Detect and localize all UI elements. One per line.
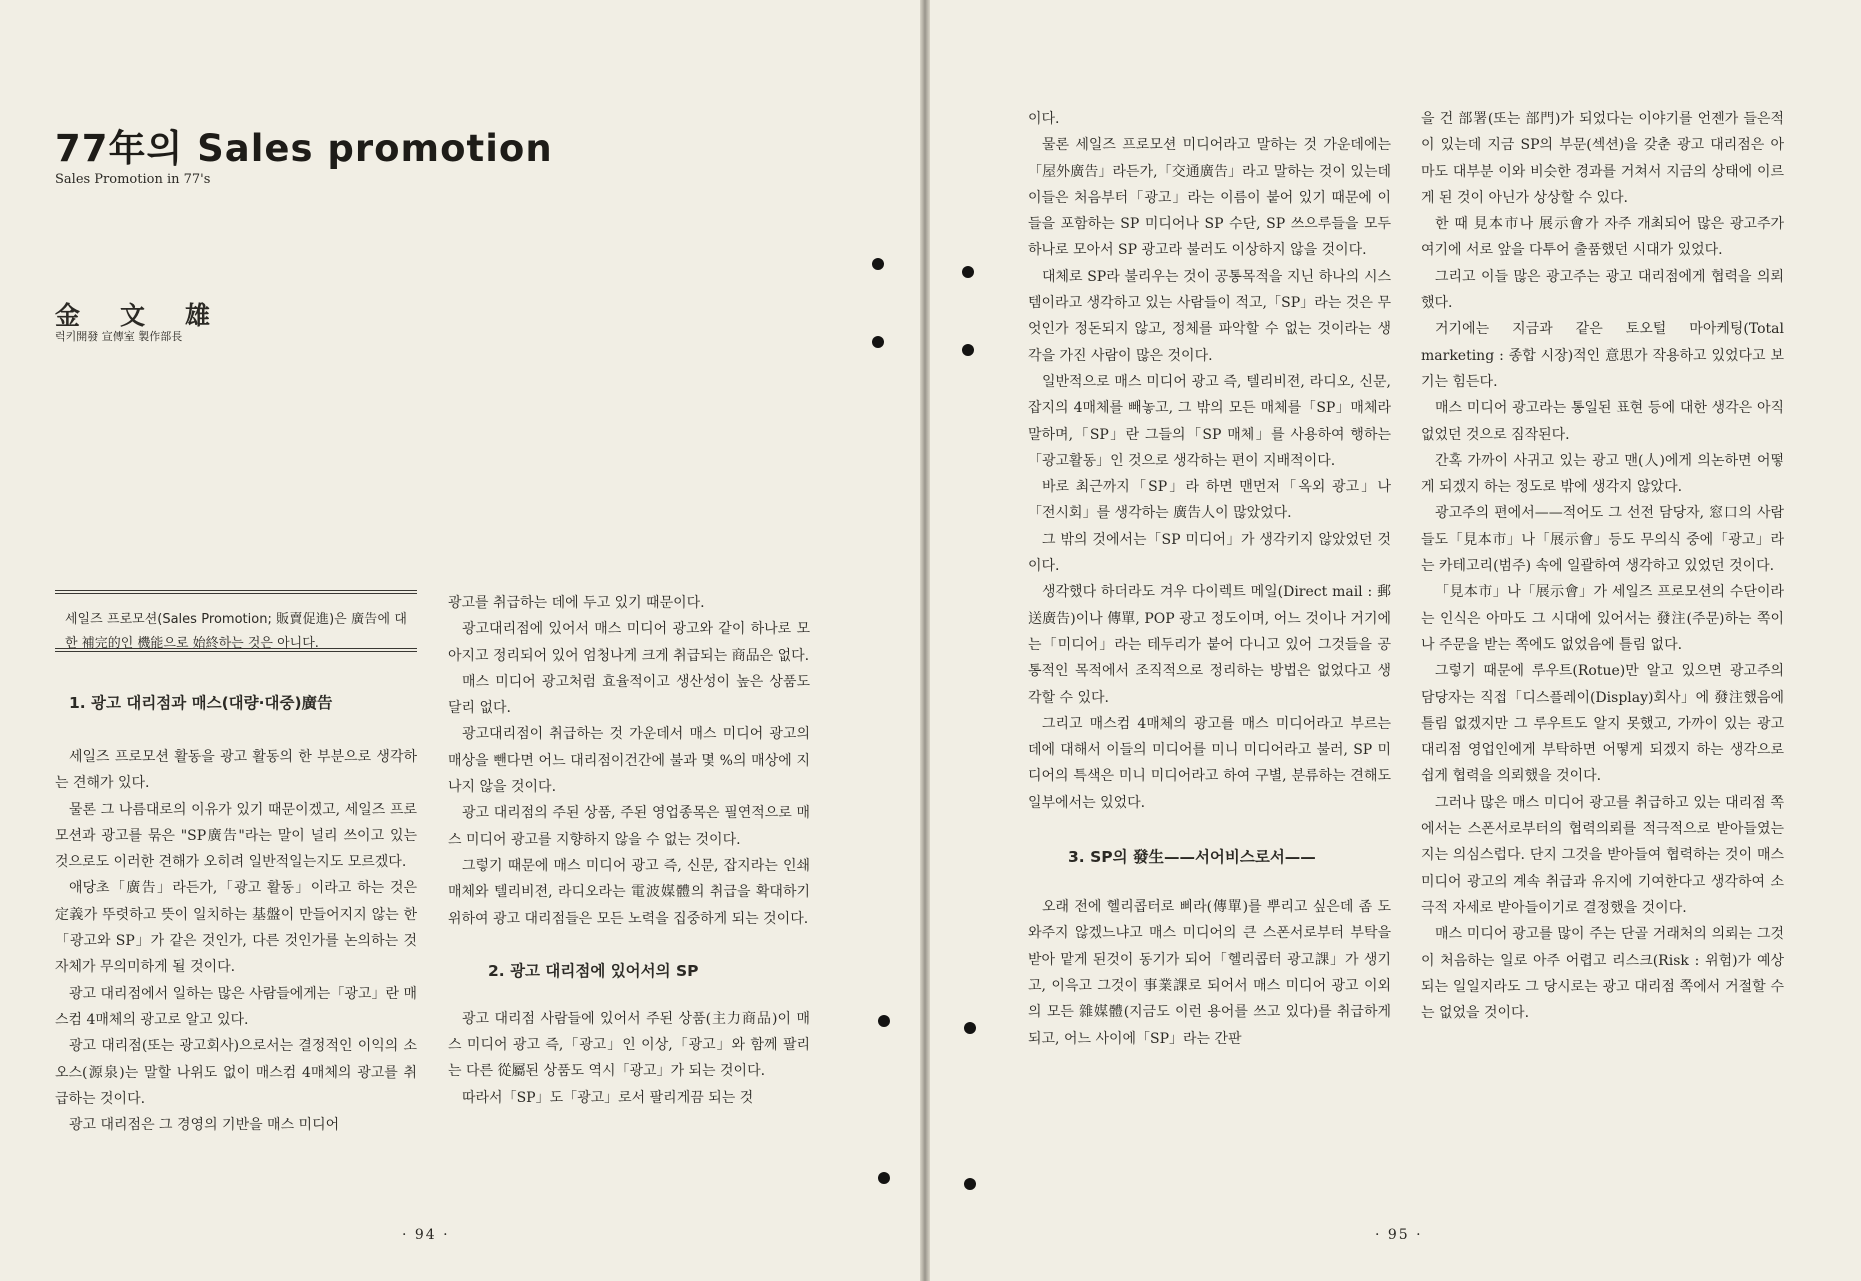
left-column-1 [55, 690, 417, 1138]
paragraph: 광고 대리점의 주된 상품, 주된 영업종목은 필연적으로 매스 미디어 광고를 지향하지 않을 수 없는 것이다. [448, 805, 810, 848]
paragraph: 한 때 見本市나 展示會가 자주 개최되어 많은 광고주가 여기에 서로 앞을 다투어 출품했던 시대가 있었다. [1421, 216, 1784, 259]
paragraph: 그러나 많은 매스 미디어 광고를 취급하고 있는 대리점 쪽에서는 스폰서로부터의 협력의뢰를 적극적으로 받아들였는지는 의심스럽다. 단지 그것을 받아들여 협력하는 것이 매스 미디어 광고의 계속 취급과 유지에 기여한다고 생각하여 소극적 자세로 받아들이기로 결정했을 것이다. [1421, 794, 1784, 916]
book-gutter [920, 0, 930, 1281]
left-page [0, 0, 920, 1281]
author-name: 金文雄 [55, 301, 251, 330]
paragraph: 이다. [1028, 111, 1060, 127]
section-2-heading: 2. 광고 대리점에 있어서의 SP [488, 961, 699, 980]
binding-hole [964, 1022, 976, 1034]
paragraph: 간혹 가까이 사귀고 있는 광고 맨(人)에게 의논하면 어떻게 되겠지 하는 정도로 밖에 생각지 않았다. [1421, 452, 1784, 496]
binding-hole [872, 258, 884, 270]
paragraph: 세일즈 프로모션 활동을 광고 활동의 한 부분으로 생각하는 견해가 있다. [55, 749, 417, 792]
paragraph: 매스 미디어 광고라는 통일된 표현 등에 대한 생각은 아직 없었던 것으로 짐작된다. [1421, 400, 1784, 443]
paragraph: 그렇기 때문에 매스 미디어 광고 즉, 신문, 잡지라는 인쇄 매체와 텔리비젼, 라디오라는 電波媒體의 취급을 확대하기 위하여 광고 대리점들은 모든 노력을 집중하게 되는 것이다. [448, 857, 810, 927]
page-number-left: · 94 · [402, 1227, 450, 1243]
paragraph: 생각했다 하더라도 겨우 다이렉트 메일(Direct mail : 郵送廣告)이나 傳單, POP 광고 정도이며, 어느 것이나 거기에는「미디어」라는 테두리가 붙어 다니고 있어 그것들을 공통적인 목적에서 조직적으로 정리하는 방법은 없었다고 생각할 수 있다. [1028, 584, 1391, 706]
paragraph: 광고 대리점(또는 광고회사)으로서는 결정적인 이익의 소오스(源泉)는 말할 나위도 없이 매스컴 4매체의 광고를 취급하는 것이다. [55, 1038, 417, 1107]
paragraph: 을 건 部署(또는 部門)가 되었다는 이야기를 언젠가 들은적이 있는데 지금 SP의 부문(섹션)을 갖춘 광고 대리점은 아마도 대부분 이와 비슷한 경과를 거쳐서 지금의 상태에 이르게 된 것이 아닌가 상상할 수 있다. [1421, 111, 1784, 206]
paragraph: 그리고 매스컴 4매체의 광고를 매스 미디어라고 부르는 데에 대해서 이들의 미디어를 미니 미디어라고 불러, SP 미디어의 특색은 미니 미디어라고 하여 구별, 분류하는 견해도 일부에서는 있었다. [1028, 715, 1391, 811]
author-affiliation: 럭키開發 宣傳室 製作部長 [55, 330, 183, 343]
right-column-2 [1421, 106, 1784, 1026]
paragraph: 「見本市」나「展示會」가 세일즈 프로모션의 수단이라는 인식은 아마도 그 시대에 있어서는 發注(주문)하는 쪽이나 주문을 받는 쪽에도 없었음에 틀림 없다. [1421, 584, 1784, 653]
paragraph: 대체로 SP라 불리우는 것이 공통목적을 지닌 하나의 시스템이라고 생각하고 있는 사람들이 적고,「SP」라는 것은 무엇인가 정돈되지 않고, 정체를 파악할 수 없는 것이라는 생각을 가진 사람이 많은 것이다. [1028, 268, 1391, 364]
paragraph: 따라서「SP」도「광고」로서 팔리게끔 되는 것 [462, 1089, 754, 1106]
section-1-heading: 1. 광고 대리점과 매스(대량·대중)廣告 [68, 694, 333, 712]
binding-hole [878, 1015, 890, 1027]
paragraph: 물론 세일즈 프로모션 미디어라고 말하는 것 가운데에는「屋外廣告」라든가,「交通廣告」라고 말하는 것이 있는데 이들은 처음부터「광고」라는 이름이 붙어 있기 때문에 이들을 포함하는 SP 미디어나 SP 수단, SP 쓰으루들을 모두 하나로 모아서 SP 광고라 불러도 이상하지 않을 것이다. [1028, 137, 1391, 259]
paragraph: 그리고 이들 많은 광고주는 광고 대리점에게 협력을 의뢰했다. [1421, 268, 1784, 312]
page-number-right: · 95 · [1375, 1227, 1423, 1243]
paragraph: 거기에는 지금과 같은 토오털 마아케팅(Total marketing : 종합 시장)적인 意思가 작용하고 있었다고 보기는 힘든다. [1421, 321, 1784, 390]
abstract-box [55, 590, 417, 652]
right-column-1 [1028, 106, 1391, 1052]
binding-hole [962, 344, 974, 356]
article-title: 77年의 Sales promotion [55, 127, 553, 170]
article-subtitle: Sales Promotion in 77's [55, 172, 211, 187]
paragraph: 매스 미디어 광고를 많이 주는 단골 거래처의 의뢰는 그것이 처음하는 일로 아주 어렵고 리스크(Risk : 위험)가 예상되는 일일지라도 그 당시로는 광고 대리점 쪽에서 거절할 수는 없었을 것이다. [1421, 926, 1784, 1022]
paragraph: 광고 대리점 사람들에 있어서 주된 상품(主力商品)이 매스 미디어 광고 즉,「광고」인 이상,「광고」와 함께 팔리는 다른 從屬된 상품도 역시「광고」가 되는 것이다. [448, 1010, 810, 1080]
paragraph: 광고 대리점에서 일하는 많은 사람들에게는「광고」란 매스컴 4매체의 광고로 알고 있다. [55, 985, 417, 1028]
paragraph: 광고주의 편에서——적어도 그 선전 담당자, 窓口의 사람들도「見本市」나「展示會」등도 무의식 중에「광고」라는 카테고리(범주) 속에 일괄하여 생각하고 있었던 것이다. [1421, 505, 1784, 575]
paragraph: 바로 최근까지「SP」라 하면 맨먼저「옥외 광고」나「전시회」를 생각하는 廣告人이 많았었다. [1028, 479, 1391, 522]
paragraph: 광고를 취급하는 데에 두고 있기 때문이다. [448, 595, 705, 611]
right-page [930, 0, 1861, 1281]
binding-hole [964, 1178, 976, 1190]
section-3-heading: 3. SP의 發生——서어비스로서—— [1068, 848, 1316, 867]
paragraph: 오래 전에 헬리콥터로 삐라(傳單)를 뿌리고 싶은데 좀 도와주지 않겠느냐고 매스 미디어의 큰 스폰서로부터 부탁을 받아 맡게 된것이 동기가 되어「헬리콥터 광고課」가 생기고, 이윽고 그것이 事業課로 되어서 매스 미디어 광고 이외의 모든 雜媒體(지금도 이런 용어를 쓰고 있다)를 취급하게 되고, 어느 사이에「SP」라는 간판 [1028, 899, 1391, 1047]
paragraph: 물론 그 나름대로의 이유가 있기 때문이겠고, 세일즈 프로모션과 광고를 묶은 "SP廣告"라는 말이 널리 쓰이고 있는 것으로도 이러한 견해가 오히려 일반적일는지도 모르겠다. [55, 801, 417, 871]
abstract-text: 세일즈 프로모션(Sales Promotion; 販賣促進)은 廣告에 대한 補完的인 機能으로 始終하는 것은 아니다. [65, 612, 407, 651]
paragraph: 매스 미디어 광고처럼 효율적이고 생산성이 높은 상품도 달리 없다. [448, 673, 810, 717]
paragraph: 일반적으로 매스 미디어 광고 즉, 텔리비젼, 라디오, 신문, 잡지의 4매체를 빼놓고, 그 밖의 모든 매체를「SP」매체라 말하며,「SP」란 그들의「SP 매체」를 사용하여 행하는「광고활동」인 것으로 생각하는 편이 지배적이다. [1028, 373, 1391, 469]
binding-hole [962, 266, 974, 278]
paragraph: 광고 대리점은 그 경영의 기반을 매스 미디어 [69, 1117, 340, 1134]
binding-hole [878, 1172, 890, 1184]
paragraph: 애당초「廣告」라든가,「광고 활동」이라고 하는 것은 定義가 뚜렷하고 뜻이 일치하는 基盤이 만들어지지 않는 한「광고와 SP」가 같은 것인가, 다른 것인가를 논의하는 것 자체가 무의미하게 될 것이다. [55, 880, 417, 976]
paragraph: 그 밖의 것에서는「SP 미디어」가 생각키지 않았었던 것이다. [1028, 531, 1391, 575]
binding-hole [872, 336, 884, 348]
paragraph: 그렇기 때문에 루우트(Rotue)만 알고 있으면 광고주의 담당자는 직접「디스플레이(Display)회사」에 發注했음에 틀림 없겠지만 그 루우트도 알지 못했고, 가까이 있는 광고 대리점 영업인에게 부탁하면 어떻게 되겠지 하는 생각으로 쉽게 협력을 의뢰했을 것이다. [1421, 663, 1784, 785]
paragraph: 광고대리점이 취급하는 것 가운데서 매스 미디어 광고의 매상을 뺀다면 어느 대리점이건간에 불과 몇 %의 매상에 지나지 않을 것이다. [448, 726, 810, 796]
left-column-2 [448, 590, 810, 1111]
paragraph: 광고대리점에 있어서 매스 미디어 광고와 같이 하나로 모아지고 정리되어 있어 엄청나게 크게 취급되는 商品은 없다. [448, 621, 810, 664]
